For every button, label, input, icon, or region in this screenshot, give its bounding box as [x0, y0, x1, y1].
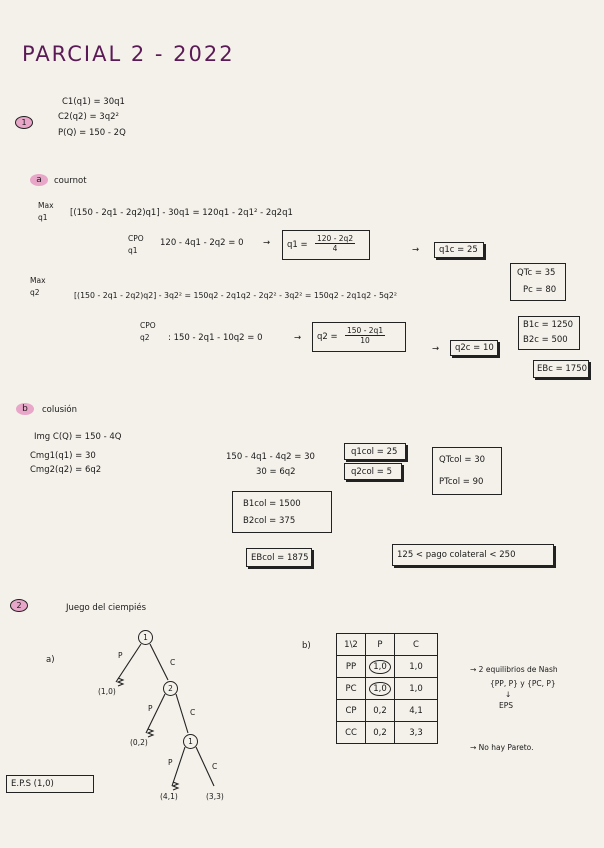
page-title: PARCIAL 2 - 2022	[22, 42, 235, 66]
max2-label: Max q2	[30, 276, 46, 297]
cell-pp-c: 1,0	[395, 656, 438, 678]
payoff-2: (0,2)	[130, 738, 148, 747]
part-b-label: b)	[302, 641, 311, 651]
nash-cell-pc-p: 1,0	[369, 682, 391, 696]
row-header-cc: CC	[337, 722, 366, 744]
arrow-icon: →	[432, 344, 440, 354]
action-c-1: C	[170, 658, 176, 667]
cell-pp-p	[366, 656, 395, 678]
part-a-marker: a	[30, 174, 48, 186]
row-header-pc: PC	[337, 678, 366, 700]
pt-col: PTcol = 90	[439, 477, 484, 487]
payoff-3: (4,1)	[160, 792, 178, 801]
matrix-corner: 1\2	[337, 634, 366, 656]
br1-numerator: 120 - 2q2	[317, 234, 354, 243]
cournot-heading: cournot	[54, 176, 87, 186]
tree-node-2: 2	[163, 681, 178, 696]
row-header-pp: PP	[337, 656, 366, 678]
nash-pairs: {PP, P} y {PC, P}	[490, 679, 556, 688]
section-1-marker: 1	[15, 116, 33, 129]
colusion-equation-2: 30 = 6q2	[256, 467, 296, 477]
cpo1-label: CPO q1	[128, 234, 144, 255]
eps-result: E.P.S (1,0)	[11, 779, 54, 789]
max2-expression: [(150 - 2q1 - 2q2)q2] - 3q2² = 150q2 - 2q1q2 - 2q2² - 3q2² = 150q2 - 2q1q2 - 5q2²	[74, 291, 397, 300]
cell-cp-p: 0,2	[366, 700, 395, 722]
action-c-3: C	[212, 762, 218, 771]
cpo2-label: CPO q2	[140, 321, 156, 342]
b1-col: B1col = 1500	[243, 499, 301, 509]
br2-lhs: q2 =	[317, 332, 338, 342]
arrow-icon: →	[263, 238, 271, 248]
cell-cp-c: 4,1	[395, 700, 438, 722]
arrow-icon: →	[412, 245, 420, 255]
q2-col: q2col = 5	[351, 467, 392, 477]
b2-col: B2col = 375	[243, 516, 296, 526]
price-result: Pc = 80	[523, 285, 557, 295]
payoff-4: (3,3)	[206, 792, 224, 801]
nash-cell-pp-p: 1,0	[369, 660, 391, 674]
eps-box	[6, 775, 94, 793]
br2-numerator: 150 - 2q1	[347, 326, 384, 335]
cost-line-1: C1(q1) = 30q1	[62, 97, 125, 107]
part-a-label: a)	[46, 655, 55, 665]
cell-pc-p	[366, 678, 395, 700]
b2-result: B2c = 500	[523, 335, 568, 345]
qt-col: QTcol = 30	[439, 455, 486, 465]
payoff-matrix	[336, 633, 438, 744]
action-p-3: P	[168, 758, 173, 767]
cell-cc-p: 0,2	[366, 722, 395, 744]
b1-result: B1c = 1250	[523, 320, 574, 330]
colusion-line-2: Cmg1(q1) = 30	[30, 451, 96, 461]
eps-note: EPS	[499, 701, 514, 710]
row-header-cp: CP	[337, 700, 366, 722]
br1-denominator: 4	[332, 244, 338, 253]
tree-node-1: 1	[138, 630, 153, 645]
arrow-icon: →	[294, 333, 302, 343]
qt-result: QTc = 35	[517, 268, 556, 278]
col-header-c: C	[395, 634, 438, 656]
action-p-2: P	[148, 704, 153, 713]
cell-pc-c: 1,0	[395, 678, 438, 700]
br1-lhs: q1 =	[287, 240, 308, 250]
colusion-heading: colusión	[42, 405, 78, 415]
colusion-line-1: Img C(Q) = 150 - 4Q	[34, 432, 122, 442]
colusion-line-3: Cmg2(q2) = 6q2	[30, 465, 102, 475]
cpo1-expression: 120 - 4q1 - 2q2 = 0	[160, 238, 244, 248]
cost-line-2: C2(q2) = 3q2²	[58, 112, 119, 122]
br2-denominator: 10	[360, 336, 370, 345]
collateral-range: 125 < pago colateral < 250	[397, 550, 516, 560]
part-b-marker: b	[16, 403, 34, 415]
q1-result: q1c = 25	[439, 245, 478, 255]
cell-cc-c: 3,3	[395, 722, 438, 744]
action-c-2: C	[190, 708, 196, 717]
q1-col: q1col = 25	[351, 447, 398, 457]
down-arrow-icon: ↓	[505, 690, 512, 699]
nash-note: → 2 equilibrios de Nash	[470, 665, 558, 674]
col-header-p: P	[366, 634, 395, 656]
pareto-note: → No hay Pareto.	[470, 743, 534, 752]
eb-col: EBcol = 1875	[251, 553, 309, 563]
payoff-1: (1,0)	[98, 687, 116, 696]
section-2-heading: Juego del ciempiés	[66, 603, 147, 613]
colusion-equation-1: 150 - 4q1 - 4q2 = 30	[226, 452, 315, 462]
max1-label: Max q1	[38, 201, 54, 222]
max1-expression: [(150 - 2q1 - 2q2)q1] - 30q1 = 120q1 - 2q1² - 2q2q1	[70, 208, 293, 218]
tree-node-3: 1	[183, 734, 198, 749]
section-2-marker: 2	[10, 599, 28, 612]
eb-result: EBc = 1750	[537, 364, 588, 374]
cost-line-3: P(Q) = 150 - 2Q	[58, 128, 126, 138]
action-p-1: P	[118, 651, 123, 660]
q2-result: q2c = 10	[455, 343, 494, 353]
cpo2-expression: : 150 - 2q1 - 10q2 = 0	[168, 333, 263, 343]
